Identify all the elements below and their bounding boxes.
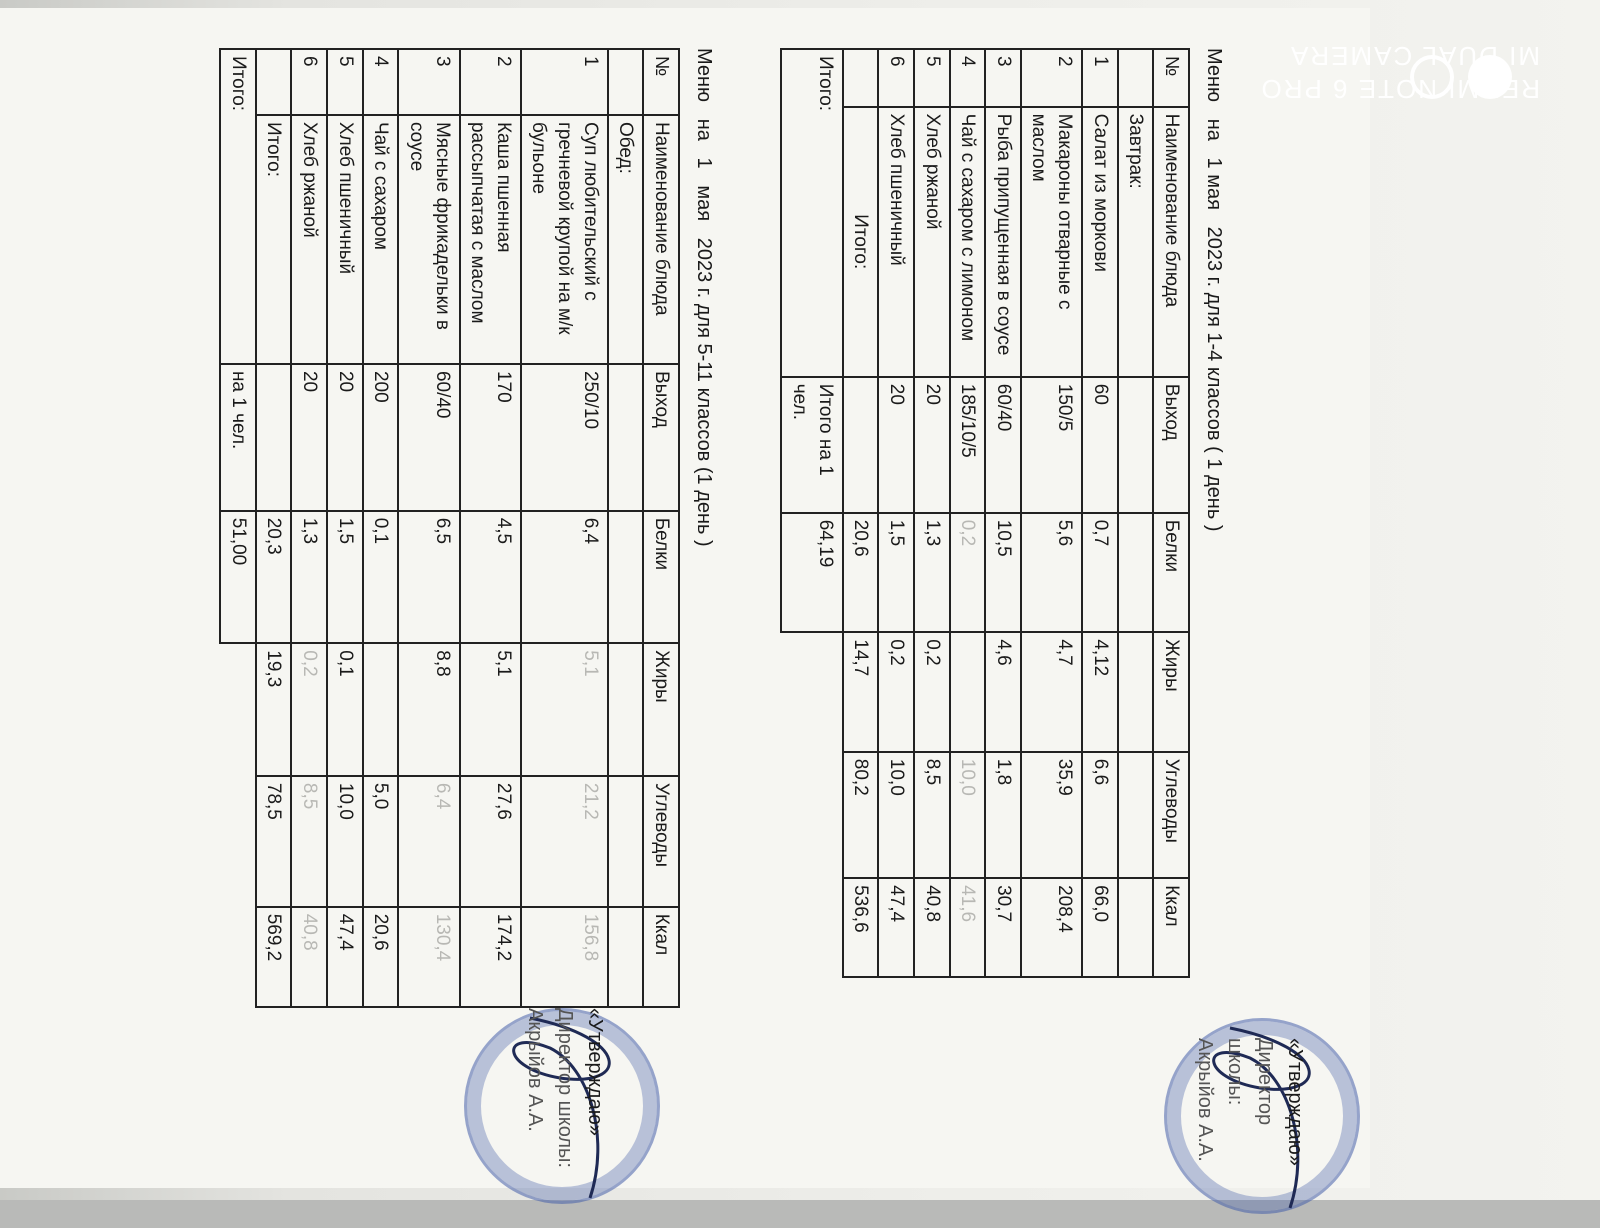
carbs-value: 27,6 [460, 776, 521, 907]
subtotal-label: Итого: [256, 115, 292, 364]
dish-name: Хлеб ржаной [291, 115, 327, 364]
fat-value: 4,12 [1082, 632, 1118, 752]
protein-value: 1,3 [291, 511, 327, 644]
camera-watermark [1120, 40, 1540, 105]
header-cell: Белки [1153, 513, 1189, 633]
header-cell: Ккал [643, 907, 679, 1007]
table-row [950, 49, 986, 977]
header-cell: № [1153, 49, 1189, 107]
fat-value: 0,2 [291, 643, 327, 776]
menu-table [780, 48, 1190, 978]
fat-value [363, 643, 399, 776]
protein-value: 0,7 [1082, 513, 1118, 633]
protein-total: 20,6 [843, 513, 879, 633]
header-cell: Белки [643, 511, 679, 644]
dish-output: 20 [291, 364, 327, 511]
row-number: 4 [363, 49, 399, 115]
per-person-label: на 1 чел. [220, 364, 256, 511]
dish-name: Хлеб пшеничный [327, 115, 363, 364]
carbs-total: 80,2 [843, 752, 879, 878]
kcal-value: 30,7 [985, 878, 1021, 977]
menu-title: Меню на 1 мая 2023 г. для 5-11 классов (1 день ) [693, 48, 715, 547]
carbs-total: 78,5 [256, 776, 292, 907]
per-person-value: 64,19 [781, 513, 842, 633]
protein-value: 6,4 [521, 511, 608, 644]
dish-name: Хлеб пшеничный [878, 107, 914, 377]
approval-label: «Утверждаю» [584, 1008, 606, 1136]
table-row [363, 49, 399, 1007]
protein-value: 5,6 [1021, 513, 1082, 633]
row-number: 2 [1021, 49, 1082, 107]
paper-sheet [0, 8, 1370, 1188]
carbs-value: 10,0 [878, 752, 914, 878]
fat-value [950, 632, 986, 752]
menu-title: Меню на 1 мая 2023 г. для 1-4 классов ( 1 день ) [1203, 48, 1225, 532]
subtotal-row [843, 49, 879, 977]
carbs-value: 35,9 [1021, 752, 1082, 878]
carbs-value: 21,2 [521, 776, 608, 907]
approval-block [1190, 1038, 1310, 1188]
row-number: 6 [291, 49, 327, 115]
fat-value: 0,2 [878, 632, 914, 752]
fat-value: 5,1 [521, 643, 608, 776]
table-row [985, 49, 1021, 977]
dish-name: Чай с сахаром [363, 115, 399, 364]
protein-value: 1,3 [914, 513, 950, 633]
per-person-value: 51,00 [220, 511, 256, 644]
menu-table [219, 48, 680, 1008]
section-label: Обед: [608, 115, 644, 364]
dish-name: Чай с сахаром с лимоном [950, 107, 986, 377]
kcal-value: 208,4 [1021, 878, 1082, 977]
protein-value: 1,5 [878, 513, 914, 633]
fat-value: 0,1 [327, 643, 363, 776]
carbs-value: 8,5 [914, 752, 950, 878]
dish-output: 200 [363, 364, 399, 511]
fat-value: 5,1 [460, 643, 521, 776]
fat-value: 4,7 [1021, 632, 1082, 752]
header-cell: Ккал [1153, 878, 1189, 977]
kcal-value: 174,2 [460, 907, 521, 1007]
table-row [1021, 49, 1082, 977]
table-row [521, 49, 608, 1007]
carbs-value: 10,0 [950, 752, 986, 878]
section-row [608, 49, 644, 1007]
carbs-value: 5,0 [363, 776, 399, 907]
carbs-value: 1,8 [985, 752, 1021, 878]
header-cell: Наименование блюда [1153, 107, 1189, 377]
dish-output: 60/40 [398, 364, 459, 511]
section-row [1118, 49, 1154, 977]
subtotal-row [256, 49, 292, 1007]
section-label: Завтрак: [1118, 107, 1154, 377]
kcal-value: 40,8 [914, 878, 950, 977]
total-row [781, 49, 842, 977]
carbs-value: 6,4 [398, 776, 459, 907]
protein-value: 4,5 [460, 511, 521, 644]
row-number: 1 [1082, 49, 1118, 107]
dish-name: Мясные фрикадельки в соусе [398, 115, 459, 364]
fat-value: 4,6 [985, 632, 1021, 752]
carbs-value: 8,5 [291, 776, 327, 907]
row-number: 3 [985, 49, 1021, 107]
table-row [327, 49, 363, 1007]
kcal-value: 20,6 [363, 907, 399, 1007]
dish-output: 185/10/5 [950, 377, 986, 513]
dish-name: Рыба припущенная в соусе [985, 107, 1021, 377]
table-row [460, 49, 521, 1007]
fat-total: 14,7 [843, 632, 879, 752]
table-header-row [1153, 49, 1189, 977]
table-row [914, 49, 950, 977]
protein-value: 1,5 [327, 511, 363, 644]
dish-output: 20 [914, 377, 950, 513]
total-label: Итого: [781, 49, 842, 377]
table-header-row [643, 49, 679, 1007]
kcal-value: 66,0 [1082, 878, 1118, 977]
kcal-total: 569,2 [256, 907, 292, 1007]
header-cell: Наименование блюда [643, 115, 679, 364]
approval-label: «Утверждаю» [1284, 1038, 1306, 1166]
dish-output: 20 [327, 364, 363, 511]
header-cell: Углеводы [1153, 752, 1189, 878]
kcal-value: 156,8 [521, 907, 608, 1007]
kcal-value: 47,4 [327, 907, 363, 1007]
header-cell: Жиры [643, 643, 679, 776]
subtotal-label: Итого: [843, 107, 879, 377]
row-number: 6 [878, 49, 914, 107]
director-line: Директор школы: Акрыйов А.А. [1194, 1038, 1276, 1162]
row-number: 5 [914, 49, 950, 107]
row-number: 2 [460, 49, 521, 115]
fat-value: 8,8 [398, 643, 459, 776]
table-row [1082, 49, 1118, 977]
watermark-line: MI DUAL CAMERA [1289, 41, 1540, 72]
header-cell: Выход [643, 364, 679, 511]
dish-name: Салат из моркови [1082, 107, 1118, 377]
protein-value: 10,5 [985, 513, 1021, 633]
dish-name: Макароны отварные с маслом [1021, 107, 1082, 377]
total-label: Итого: [220, 49, 256, 364]
dish-output: 20 [878, 377, 914, 513]
row-number: 5 [327, 49, 363, 115]
kcal-value: 130,4 [398, 907, 459, 1007]
carbs-value: 6,6 [1082, 752, 1118, 878]
kcal-total: 536,6 [843, 878, 879, 977]
menu-5-11-classes [219, 48, 715, 1008]
approval-block [520, 1008, 610, 1188]
kcal-value: 47,4 [878, 878, 914, 977]
dish-name: Суп любительский с гречневой крупой на м/к бульоне [521, 115, 608, 364]
menu-1-4-classes [780, 48, 1225, 978]
protein-total: 20,3 [256, 511, 292, 644]
total-row [220, 49, 256, 1007]
fat-total: 19,3 [256, 643, 292, 776]
table-row [878, 49, 914, 977]
protein-value: 6,5 [398, 511, 459, 644]
dish-output: 170 [460, 364, 521, 511]
fat-value: 0,2 [914, 632, 950, 752]
watermark-line: REDMI NOTE 6 PRO [1259, 74, 1540, 104]
kcal-value: 40,8 [291, 907, 327, 1007]
table-row [398, 49, 459, 1007]
header-cell: Жиры [1153, 632, 1189, 752]
header-cell: № [643, 49, 679, 115]
table-row [291, 49, 327, 1007]
dish-output: 150/5 [1021, 377, 1082, 513]
protein-value: 0,1 [363, 511, 399, 644]
director-line: Директор школы: Акрыйов А.А. [524, 1008, 576, 1168]
row-number: 4 [950, 49, 986, 107]
row-number: 1 [521, 49, 608, 115]
row-number: 3 [398, 49, 459, 115]
dish-output: 250/10 [521, 364, 608, 511]
header-cell: Выход [1153, 377, 1189, 513]
dish-name: Каша пшенная рассыпчатая с маслом [460, 115, 521, 364]
header-cell: Углеводы [643, 776, 679, 907]
dish-output: 60 [1082, 377, 1118, 513]
kcal-value: 41,6 [950, 878, 986, 977]
dish-name: Хлеб ржаной [914, 107, 950, 377]
protein-value: 0,2 [950, 513, 986, 633]
per-person-label: Итого на 1 чел. [781, 377, 842, 513]
dish-output: 60/40 [985, 377, 1021, 513]
carbs-value: 10,0 [327, 776, 363, 907]
